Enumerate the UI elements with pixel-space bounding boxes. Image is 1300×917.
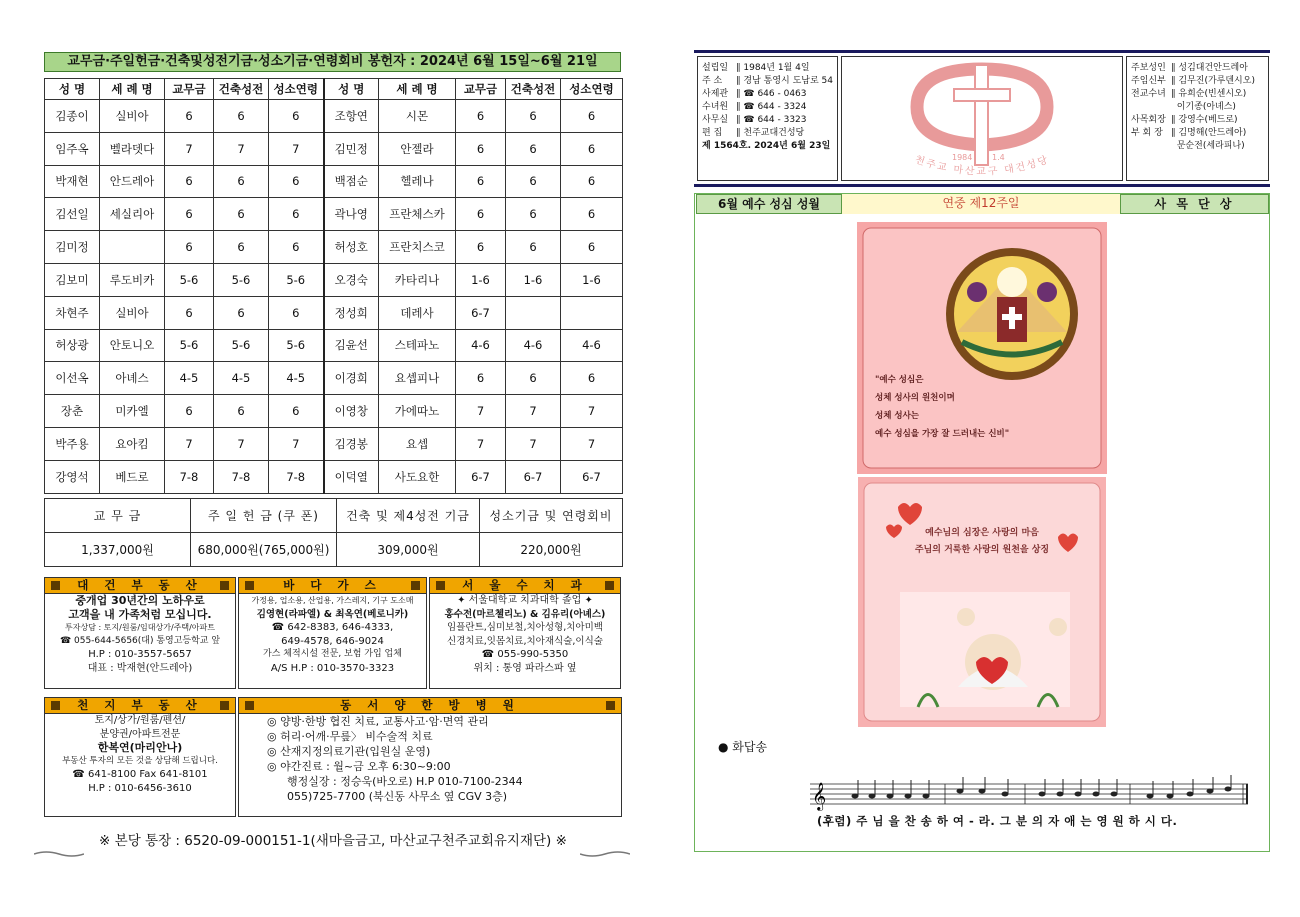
cross-icon [975,65,988,165]
donor-cell: 헬레나 [379,165,456,198]
logo-arc-text: 천주교 마산교구 대건성당 [913,154,1051,178]
donor-cell: 7-8 [269,460,324,493]
info-row: 사목회장 ∥ 강영수(베드로) [1131,115,1238,125]
donor-cell: 6 [456,100,506,133]
donor-cell: 김미정 [45,231,100,264]
donor-cell: 7 [561,395,623,428]
donor-cell: 김민정 [324,132,379,165]
ad-line: 신경치료,잇몸치료,치아재식술,이식술 [447,635,603,647]
ad-line: ◎ 허리·어깨·무릎〉 비수술적 치료 [267,730,433,743]
quote-line: 예수 성심을 가장 잘 드러내는 신비" [875,429,1010,439]
donor-cell: 6 [269,296,324,329]
fund-summary-table [44,498,623,567]
donor-cell: 세실리아 [100,198,165,231]
fund-value: 1,337,000원 [45,533,191,567]
donor-cell: 6 [506,231,561,264]
donor-row [45,165,623,198]
ad-title: 서 울 수 치 과 [430,578,620,594]
sacred-heart-card [857,222,1107,474]
ad-line: 649-4578, 646-9024 [281,635,384,647]
donor-cell: 이덕열 [324,460,379,493]
donor-cell: 6 [214,100,269,133]
ad-line: 중개업 30년간의 노하우로 [75,594,205,607]
donor-cell: 4-6 [561,329,623,362]
donor-cell: 사도요한 [379,460,456,493]
donor-row [45,100,623,133]
donor-cell: 7 [165,427,214,460]
donor-cell: 6 [269,231,324,264]
header-rule-top [694,50,1270,53]
donor-cell: 7 [456,395,506,428]
ad-line: 한복연(마리안나) [97,741,183,754]
parish-info-left [697,56,838,181]
donor-cell: 6 [456,132,506,165]
donor-cell: 6 [506,100,561,133]
donor-cell: 정성희 [324,296,379,329]
donor-cell: 데레사 [379,296,456,329]
donor-cell: 1-6 [456,263,506,296]
ad-line: 홍수전(마르첼리노) & 김유리(아녜스) [444,608,606,620]
fund-header: 주 일 헌 금 (쿠 폰) [191,499,337,533]
info-row: 설립일 ∥ 1984년 1월 4일 [702,63,810,73]
donor-cell: 6 [269,165,324,198]
donor-cell: 6 [506,362,561,395]
donor-cell: 6 [506,132,561,165]
donor-cell: 6 [165,165,214,198]
donor-cell: 6 [506,198,561,231]
donor-cell: 실비아 [100,296,165,329]
donor-cell: 베드로 [100,460,165,493]
donor-cell [506,296,561,329]
donor-cell: 김보미 [45,263,100,296]
ad-line: 분양권/아파트전문 [99,728,181,740]
donor-cell: 김종이 [45,100,100,133]
fund-value: 220,000원 [480,533,623,567]
donor-cell: 프란치스코 [379,231,456,264]
info-row: 주보성인 ∥ 성김대건안드레아 [1131,63,1248,73]
donor-cell: 이영창 [324,395,379,428]
donor-cell: 6 [269,100,324,133]
ad-line: 토지/상가/원룸/펜션/ [94,715,186,726]
donor-cell: 6 [456,165,506,198]
info-row: 편 집 ∥ 천주교대건성당 [702,128,805,138]
donor-cell: 요셉 [379,427,456,460]
donor-cell: 카타리나 [379,263,456,296]
donor-cell: 7 [506,395,561,428]
donor-cell: 강영석 [45,460,100,493]
donor-cell: 6 [269,395,324,428]
ad-line: ☎ 055-990-5350 [481,649,569,660]
donor-row [45,329,623,362]
responsorial-psalm-label: ● 화답송 [718,740,768,754]
donor-cell: 6-7 [506,460,561,493]
donor-row [45,296,623,329]
donor-cell: 차현주 [45,296,100,329]
donor-cell: 루도비카 [100,263,165,296]
donor-cell: 7-8 [214,460,269,493]
header-rule-bottom [694,184,1270,187]
heart-of-jesus-card [858,477,1106,727]
ad-line: 부동산 투자의 모든 것을 상담해 드립니다. [62,755,218,766]
donor-row [45,198,623,231]
quote-line: 성체 성사의 원천이며 [875,393,955,403]
ad-title: 대 건 부 동 산 [45,578,235,594]
donor-col-header: 성소연령 [269,79,324,100]
donor-row [45,362,623,395]
fund-header: 성소기금 및 연령회비 [480,499,623,533]
ad-title: 천 지 부 동 산 [45,698,235,714]
donor-col-header: 성 명 [324,79,379,100]
ad-cheonji-realestate [44,697,236,817]
donor-cell: 안토니오 [100,329,165,362]
donor-list-title: 교무금·주일헌금·건축및성전기금·성소기금·연령회비 봉헌자 : 2024년 6월 15일~6월 21일 [44,52,621,72]
donor-cell: 6-7 [456,460,506,493]
donor-cell: 아녜스 [100,362,165,395]
info-row: 수녀원 ∥ ☎ 644 - 3324 [702,102,807,112]
ad-line: H.P : 010-6456-3610 [88,782,192,794]
parish-info-right [1126,56,1269,181]
donor-cell: 안젤라 [379,132,456,165]
logo-year-right: 1.4 [992,153,1005,162]
donor-cell: 6 [456,231,506,264]
donor-row [45,263,623,296]
ad-line: 임플란트,심미보철,치아성형,치아미백 [447,622,603,633]
donor-cell: 조항연 [324,100,379,133]
info-row: 문순전(세라피나) [1176,141,1245,151]
card-caption-line: 예수님의 심장은 사랑의 마음 [925,528,1039,538]
donor-cell: 5-6 [165,329,214,362]
donor-cell: 요셉피나 [379,362,456,395]
donor-col-header: 건축성전 [214,79,269,100]
ad-line: A/S H.P : 010-3570-3323 [270,662,395,674]
donor-cell: 6 [165,395,214,428]
donor-cell: 6-7 [561,460,623,493]
donor-cell: 5-6 [214,329,269,362]
donor-cell: 오경숙 [324,263,379,296]
donor-cell: 7 [165,132,214,165]
donor-cell: 4-6 [506,329,561,362]
ad-line: H.P : 010-3557-5657 [88,649,192,660]
donor-cell: 6 [456,362,506,395]
fund-value: 680,000원(765,000원) [191,533,337,567]
donor-cell: 5-6 [165,263,214,296]
donor-col-header: 교무금 [456,79,506,100]
refrain-lyric: (후렴) 주 님 을 찬 송 하 여 - 라. 그 분 의 자 애 는 영 원 하 시 다. [817,814,1178,828]
card-caption-line: 주님의 거룩한 사랑의 원천을 상징 [914,545,1050,555]
donor-cell: 6 [165,100,214,133]
info-row: 사무실 ∥ ☎ 644 - 3323 [702,115,807,125]
donor-cell: 6 [214,395,269,428]
donor-row [45,460,623,493]
ad-line: ✦ 서울대학교 치과대학 졸업 ✦ [457,595,593,606]
donor-cell: 7-8 [165,460,214,493]
donor-cell: 박재현 [45,165,100,198]
donor-cell: 6 [561,231,623,264]
donor-cell: 6 [214,165,269,198]
issue-number: 제 1564호. 2024년 6월 23일 [702,141,831,151]
donor-row [45,427,623,460]
donor-cell: 6 [561,198,623,231]
ad-title: 바 다 가 스 [239,578,426,594]
donor-cell: 7 [214,132,269,165]
donor-cell: 5-6 [269,263,324,296]
donor-cell: 7 [269,427,324,460]
donor-col-header: 건축성전 [506,79,561,100]
donor-cell: 김경봉 [324,427,379,460]
donor-cell: 4-5 [214,362,269,395]
donor-cell: 6 [561,100,623,133]
ad-line: ◎ 야간진료 : 월~금 오후 6:30~9:00 [267,760,451,773]
donor-row [45,395,623,428]
ad-line: 대표 : 박재현(안드레아) [87,662,193,674]
donor-cell [561,296,623,329]
info-row: 전교수녀 ∥ 유희순(빈센시오) [1131,89,1247,99]
music-score [810,774,1250,814]
donor-cell: 5-6 [214,263,269,296]
treble-clef-icon: 𝄞 [812,782,827,810]
donor-cell: 1-6 [561,263,623,296]
donor-cell: 4-5 [165,362,214,395]
donor-cell: 허상광 [45,329,100,362]
donor-cell: 6 [214,231,269,264]
donor-cell: 6 [561,362,623,395]
decorative-flourish-right [580,850,630,858]
donor-cell: 이경희 [324,362,379,395]
donor-cell: 안드레아 [100,165,165,198]
donor-row [45,231,623,264]
donor-cell: 4-5 [269,362,324,395]
donor-cell: 이선옥 [45,362,100,395]
donor-cell: 5-6 [269,329,324,362]
donor-cell: 스테파노 [379,329,456,362]
donor-cell: 7 [506,427,561,460]
donor-cell [100,231,165,264]
fund-header: 교 무 금 [45,499,191,533]
parish-bank-account: ※ 본당 통장 : 6520-09-000151-1(새마을금고, 마산교구천주교회유지재단) ※ [99,833,567,849]
info-row: 주임신부 ∥ 김무진(가루덴시오) [1131,76,1255,86]
donor-cell: 허성호 [324,231,379,264]
donor-cell: 미카엘 [100,395,165,428]
fund-value: 309,000원 [337,533,480,567]
ad-line: 055)725-7700 (북신동 사무소 옆 CGV 3층) [287,790,508,803]
ad-title: 동 서 양 한 방 병 원 [239,698,621,714]
donor-cell: 시몬 [379,100,456,133]
donor-cell: 7 [269,132,324,165]
donor-cell: 7 [456,427,506,460]
donor-cell: 6 [165,198,214,231]
donor-cell: 박주용 [45,427,100,460]
donor-col-header: 세 례 명 [379,79,456,100]
ad-line: 위치 : 통영 파라스파 옆 [473,662,577,674]
ad-east-west-hospital [238,697,622,817]
ad-line: 가스 체적시설 전문, 보험 가입 업체 [263,649,402,659]
donor-cell: 7 [214,427,269,460]
ad-line: ☎ 641-8100 Fax 641-8101 [72,769,208,780]
ad-line: 김영현(라파엘) & 최옥연(베로니카) [256,608,409,620]
ad-line: ☎ 055-644-5656(대) 통영고등학교 앞 [59,635,221,646]
info-row: 이기종(아녜스) [1176,102,1236,112]
fund-header: 건축 및 제4성전 기금 [337,499,480,533]
donor-cell: 벨라뎃다 [100,132,165,165]
donor-cell: 6 [269,198,324,231]
donor-cell: 6 [165,296,214,329]
donor-table-header [45,79,623,100]
donor-table [44,78,623,494]
donor-cell: 임주옥 [45,132,100,165]
logo-year-left: 1984 [952,153,973,162]
ad-line: ☎ 642-8383, 646-4333, [271,622,394,633]
donor-cell: 실비아 [100,100,165,133]
parish-logo [841,56,1123,181]
tab-pastoral-reflection: 사 목 단 상 [1120,194,1269,214]
decorative-flourish-left [34,850,84,858]
donor-cell: 김윤선 [324,329,379,362]
donor-cell: 요아킴 [100,427,165,460]
donor-cell: 김선일 [45,198,100,231]
ad-daegun-realestate [44,577,236,689]
quote-line: 성체 성사는 [875,411,920,421]
ad-line: ◎ 양방·한방 협진 치료, 교통사고·암·면역 관리 [267,715,489,728]
donor-col-header: 교무금 [165,79,214,100]
donor-cell: 장춘 [45,395,100,428]
donor-cell: 6 [506,165,561,198]
donor-cell: 6 [456,198,506,231]
donor-cell: 7 [561,427,623,460]
donor-cell: 곽나영 [324,198,379,231]
donor-row [45,132,623,165]
donor-col-header: 성 명 [45,79,100,100]
ad-line: 고객을 내 가족처럼 모십니다. [68,607,212,621]
tab-ordinary-sunday: 연중 제12주일 [842,194,1120,214]
info-row: 주 소 ∥ 경남 통영시 도남로 54 [702,76,833,86]
donor-cell: 프란체스카 [379,198,456,231]
donor-cell: 6 [214,296,269,329]
donor-cell: 6 [561,132,623,165]
ad-line: ◎ 산재지정의료기관(입원실 운영) [267,745,431,758]
ad-seoul-dental [429,577,621,689]
donor-col-header: 성소연령 [561,79,623,100]
music-notes-icon [852,787,1232,799]
info-row: 사제관 ∥ ☎ 646 - 0463 [702,89,807,99]
donor-cell: 6 [561,165,623,198]
tab-sacred-heart-month: 6월 예수 성심 성월 [696,194,842,214]
quote-line: "예수 성심은 [875,375,924,385]
donor-cell: 6 [165,231,214,264]
donor-cell: 6-7 [456,296,506,329]
info-row: 부 회 장 ∥ 김명해(안드레아) [1131,128,1247,138]
ad-line: 투자상담 : 토지/원룸/임대상가/주택/아파트 [65,623,215,632]
ad-line: 가정용, 업소용, 산업용, 가스레지, 기구 도소매 [251,596,414,605]
donor-cell: 가에따노 [379,395,456,428]
ad-bada-gas [238,577,427,689]
donor-cell: 4-6 [456,329,506,362]
donor-col-header: 세 례 명 [100,79,165,100]
donor-cell: 1-6 [506,263,561,296]
donor-cell: 6 [214,198,269,231]
donor-cell: 백점순 [324,165,379,198]
ad-line: 행정실장 : 정승욱(바오로) H.P 010-7100-2344 [287,775,523,788]
